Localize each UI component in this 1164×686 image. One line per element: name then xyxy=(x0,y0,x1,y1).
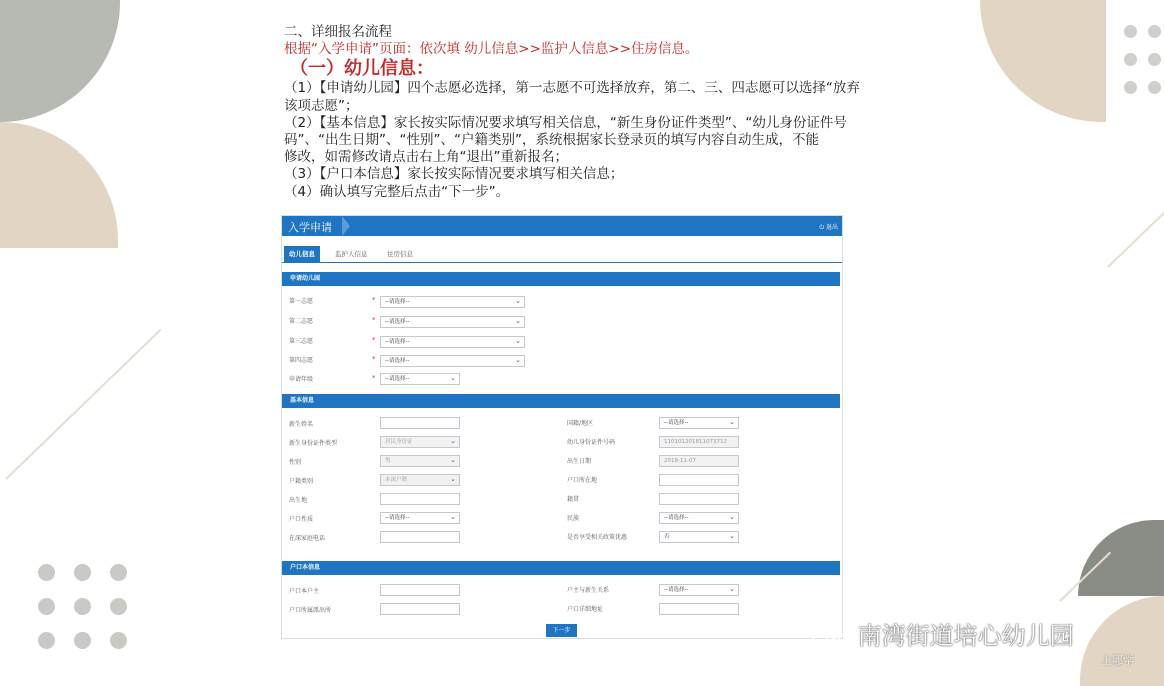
instruction-line: （1）【申请幼儿园】四个志愿必选择，第一志愿不可选择放弃，第二、三、四志愿可以选择“放弃 xyxy=(284,80,860,97)
field-label: 幼儿身份证件号码 xyxy=(567,439,616,446)
birthplace-input[interactable] xyxy=(380,493,460,505)
field-label: 户口本户主 xyxy=(289,588,320,595)
child-name-input[interactable] xyxy=(380,417,460,429)
field-label: 户籍类别 xyxy=(289,478,314,485)
field-label: 第二志愿 xyxy=(289,318,314,325)
decor-dot xyxy=(110,598,127,615)
field-label: 第三志愿 xyxy=(289,338,314,345)
instruction-line: 该项志愿”； xyxy=(284,97,359,114)
decor-dot xyxy=(1124,53,1137,66)
watermark xyxy=(810,616,1074,651)
gender-select[interactable]: 男 ⌄ xyxy=(380,455,460,467)
decor-line xyxy=(1107,211,1164,268)
field-label: 申请年级 xyxy=(289,376,314,383)
field-label: 新生姓名 xyxy=(289,421,314,428)
instruction-text xyxy=(284,24,974,201)
native-place-input[interactable] xyxy=(659,493,739,505)
field-label: 是否享受相关政策优惠 xyxy=(567,534,628,541)
instruction-line: （4）确认填写完整后点击“下一步”。 xyxy=(284,183,510,200)
choice4-select[interactable]: --请选择-- ⌄ xyxy=(380,355,525,367)
enrollment-form xyxy=(281,215,843,639)
policy-select[interactable]: 否 ⌄ xyxy=(659,531,739,543)
field-label: 户口所在地 xyxy=(567,477,598,484)
field-label: 在深家庭电话 xyxy=(289,535,326,542)
decor-shape xyxy=(980,0,1106,122)
field-label: 户主与新生关系 xyxy=(567,587,610,594)
field-label: 新生身份证件类型 xyxy=(289,440,338,447)
field-label: 性别 xyxy=(289,459,302,466)
choice1-select[interactable]: --请选择-- ⌄ xyxy=(380,296,525,308)
decor-dot xyxy=(1124,25,1137,38)
decor-dot xyxy=(110,632,127,649)
child-id-input[interactable]: 110101201811073712 xyxy=(659,436,739,448)
birthdate-input[interactable]: 2018-11-07 xyxy=(659,455,739,467)
section-header-apply: 申请幼儿园 xyxy=(282,272,840,286)
slide-heading: 二、详细报名流程 xyxy=(284,24,392,40)
decor-dot xyxy=(74,564,91,581)
nationality-select[interactable]: --请选择-- ⌄ xyxy=(659,417,739,429)
wechat-icon xyxy=(810,625,850,649)
field-label: 民族 xyxy=(567,515,580,522)
required-icon: * xyxy=(372,296,376,304)
form-tabs xyxy=(282,246,842,263)
field-label: 籍贯 xyxy=(567,496,580,503)
decor-dot xyxy=(110,564,127,581)
choice2-select[interactable]: --请选择-- ⌄ xyxy=(380,316,525,328)
chevron-right-icon xyxy=(342,216,350,236)
choice3-select[interactable]: --请选择-- ⌄ xyxy=(380,336,525,348)
field-label: 户口详细地址 xyxy=(567,606,604,613)
decor-shape xyxy=(0,122,118,248)
decor-shape xyxy=(1078,520,1164,596)
hukou-address-input[interactable] xyxy=(659,603,739,615)
watermark-name: 南湾街道培心幼儿园 xyxy=(857,622,1074,650)
instruction-line: （2）【基本信息】家长按实际情况要求填写相关信息，“新生身份证件类型”、“幼儿身份证件号 xyxy=(284,114,847,131)
required-icon: * xyxy=(372,374,376,382)
home-phone-input[interactable] xyxy=(380,531,460,543)
hukou-nature-select[interactable]: --请选择-- ⌄ xyxy=(380,512,460,524)
decor-dot xyxy=(1124,81,1137,94)
required-icon: * xyxy=(372,355,376,363)
section-header-hukou: 户口本信息 xyxy=(282,561,840,575)
slide-intro: 根据“入学申请”页面：依次填 幼儿信息>>监护人信息>>住房信息。 xyxy=(284,41,699,58)
power-icon: ⏻ xyxy=(819,224,825,231)
decor-dot xyxy=(1148,25,1161,38)
decor-dot xyxy=(38,598,55,615)
hukou-type-select[interactable]: 本深户籍 ⌄ xyxy=(380,474,460,486)
decor-dot xyxy=(38,632,55,649)
id-type-select[interactable]: 居民身份证 ⌄ xyxy=(380,436,460,448)
decor-dot xyxy=(1148,53,1161,66)
field-label: 出生日期 xyxy=(567,458,592,465)
exit-button[interactable] xyxy=(819,222,838,232)
next-step-button[interactable]: 下一步 xyxy=(546,624,577,637)
decor-dot xyxy=(74,598,91,615)
tab-guardian-info[interactable]: 监护人信息 xyxy=(335,250,368,258)
field-label: 第一志愿 xyxy=(289,298,314,305)
police-station-input[interactable] xyxy=(380,603,460,615)
decor-line xyxy=(5,329,161,480)
required-icon: * xyxy=(372,336,376,344)
required-icon: * xyxy=(372,316,376,324)
form-title: 入学申请 xyxy=(288,221,332,234)
field-label: 户口所属派出所 xyxy=(289,607,332,614)
instruction-line: 码”、“出生日期”、“性别”、“户籍类别”，系统根据家长登录页的填写内容自动生成，不能 xyxy=(284,132,819,149)
decor-shape xyxy=(0,0,120,122)
watermark-sub: 上哪学 xyxy=(1101,654,1134,667)
exit-label: 退出 xyxy=(825,224,838,231)
hukou-location-input[interactable] xyxy=(659,474,739,486)
tab-housing-info[interactable]: 住房信息 xyxy=(387,250,413,258)
grade-select[interactable]: --请选择-- ⌄ xyxy=(380,373,460,385)
ethnicity-select[interactable]: --请选择-- ⌄ xyxy=(659,512,739,524)
decor-dot xyxy=(38,564,55,581)
householder-input[interactable] xyxy=(380,584,460,596)
section-header-basic: 基本信息 xyxy=(282,394,840,408)
field-label: 户口性质 xyxy=(289,516,314,523)
form-header xyxy=(282,216,842,236)
decor-shape xyxy=(1080,596,1164,686)
tab-child-info[interactable]: 幼儿信息 xyxy=(284,246,320,262)
relation-select[interactable]: --请选择-- ⌄ xyxy=(659,584,739,596)
section-title: （一）幼儿信息： xyxy=(290,58,434,80)
decor-dot xyxy=(74,632,91,649)
instruction-line: 修改，如需修改请点击右上角“退出”重新报名； xyxy=(284,149,568,166)
field-label: 出生地 xyxy=(289,497,308,504)
instruction-line: （3）【户口本信息】家长按实际情况要求填写相关信息； xyxy=(284,166,624,183)
field-label: 国籍/地区 xyxy=(567,420,594,427)
decor-dot xyxy=(1148,81,1161,94)
field-label: 第四志愿 xyxy=(289,357,314,364)
